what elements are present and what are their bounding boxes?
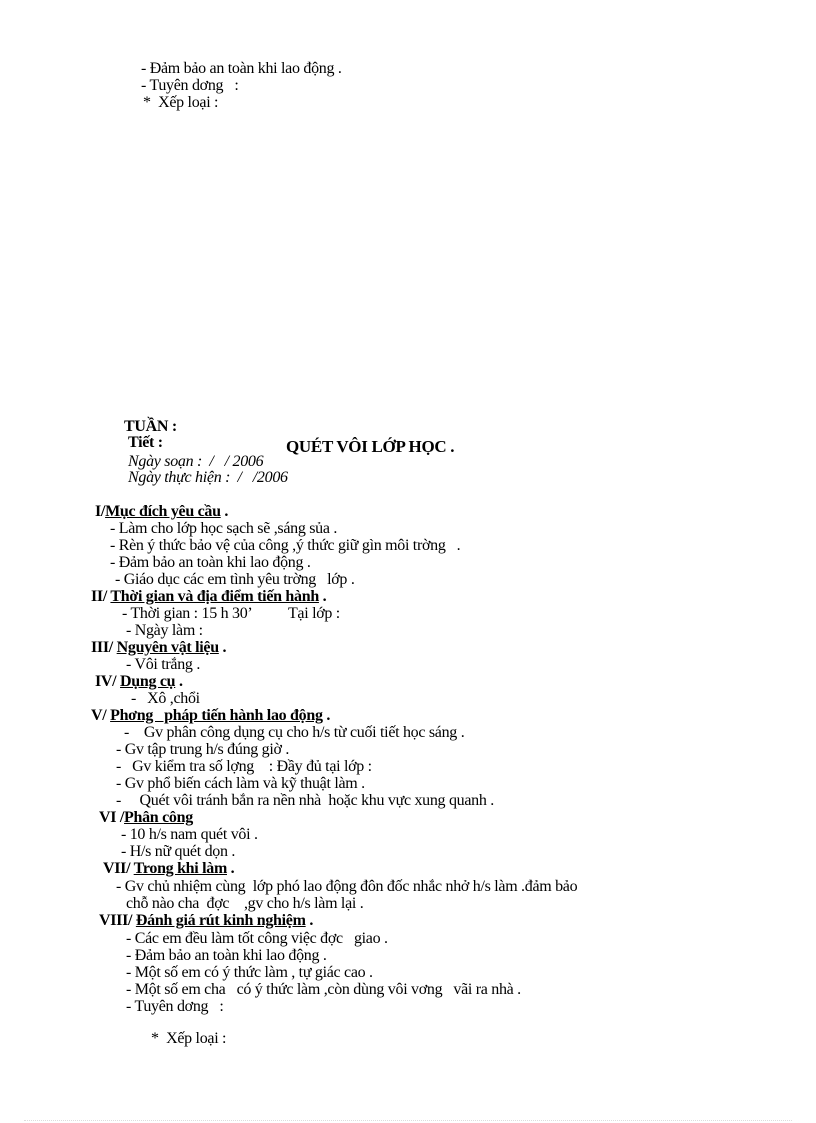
list-item: - Quét vôi tránh bắn ra nền nhà hoặc khu vực xung quanh . xyxy=(116,792,494,809)
list-item: - Rèn ý thức bảo vệ của công ,ý thức giữ gìn môi trờng . xyxy=(110,537,461,554)
list-item: - Đảm bảo an toàn khi lao động . xyxy=(110,554,311,571)
list-item: - Gv tập trung h/s đúng giờ . xyxy=(116,741,290,758)
list-item: - 10 h/s nam quét vôi . xyxy=(121,826,258,843)
section-5-heading: V/ Phơng pháp tiến hành lao động . xyxy=(91,707,331,724)
lesson-title: QUÉT VÔI LỚP HỌC . xyxy=(286,437,455,456)
list-item: - Làm cho lớp học sạch sẽ ,sáng sủa . xyxy=(110,520,338,537)
list-item: - Xô ,chổi xyxy=(131,690,200,707)
list-item: - Các em đều làm tốt công việc đợc giao . xyxy=(126,930,388,947)
list-item: - Một số em có ý thức làm , tự giác cao . xyxy=(126,964,373,981)
period-label: Tiết : xyxy=(128,434,163,451)
list-item: - Gv chủ nhiệm cùng lớp phó lao động đôn đốc nhắc nhở h/s làm .đảm bảo xyxy=(116,878,578,895)
prev-line-rank: * Xếp loại : xyxy=(143,94,219,111)
week-label: TUẦN : xyxy=(124,418,177,435)
prep-date: Ngày soạn : / / 2006 xyxy=(128,453,264,470)
list-item: chỗ nào cha đợc ,gv cho h/s làm lại . xyxy=(126,895,364,912)
section-3-heading: III/ Nguyên vật liệu . xyxy=(91,639,227,656)
section-2-heading: II/ Thời gian và địa điểm tiến hành . xyxy=(91,588,327,605)
list-item: - Tuyên dơng : xyxy=(126,998,224,1015)
section-6-heading: VI /Phân công xyxy=(99,809,193,826)
prev-line-safety: - Đảm bảo an toàn khi lao động . xyxy=(141,60,342,77)
list-item: - Gv phổ biến cách làm và kỹ thuật làm . xyxy=(116,775,365,792)
list-item: - Vôi trắng . xyxy=(126,656,201,673)
section-1-heading: I/Mục đích yêu cầu . xyxy=(95,503,229,520)
section-8-heading: VIII/ Đánh giá rút kinh nghiệm . xyxy=(99,912,314,929)
list-item: - Thời gian : 15 h 30’ Tại lớp : xyxy=(122,605,340,622)
section-4-heading: IV/ Dụng cụ . xyxy=(95,673,183,690)
list-item: - Ngày làm : xyxy=(126,622,203,639)
section-7-heading: VII/ Trong khi làm . xyxy=(103,860,235,877)
rank-line: * Xếp loại : xyxy=(151,1030,227,1047)
list-item: - Giáo dục các em tình yêu trờng lớp . xyxy=(115,571,355,588)
prev-line-praise: - Tuyên dơng : xyxy=(141,77,239,94)
list-item: - Gv kiểm tra số lợng : Đầy đủ tại lớp : xyxy=(116,758,372,775)
exec-date: Ngày thực hiện : / /2006 xyxy=(128,469,288,486)
list-item: - Một số em cha có ý thức làm ,còn dùng vôi vơng vãi ra nhà . xyxy=(126,981,521,998)
list-item: - H/s nữ quét dọn . xyxy=(121,843,236,860)
list-item: - Gv phân công dụng cụ cho h/s từ cuối tiết học sáng . xyxy=(124,724,465,741)
page-bottom-divider xyxy=(24,1120,792,1121)
list-item: - Đảm bảo an toàn khi lao động . xyxy=(126,947,327,964)
